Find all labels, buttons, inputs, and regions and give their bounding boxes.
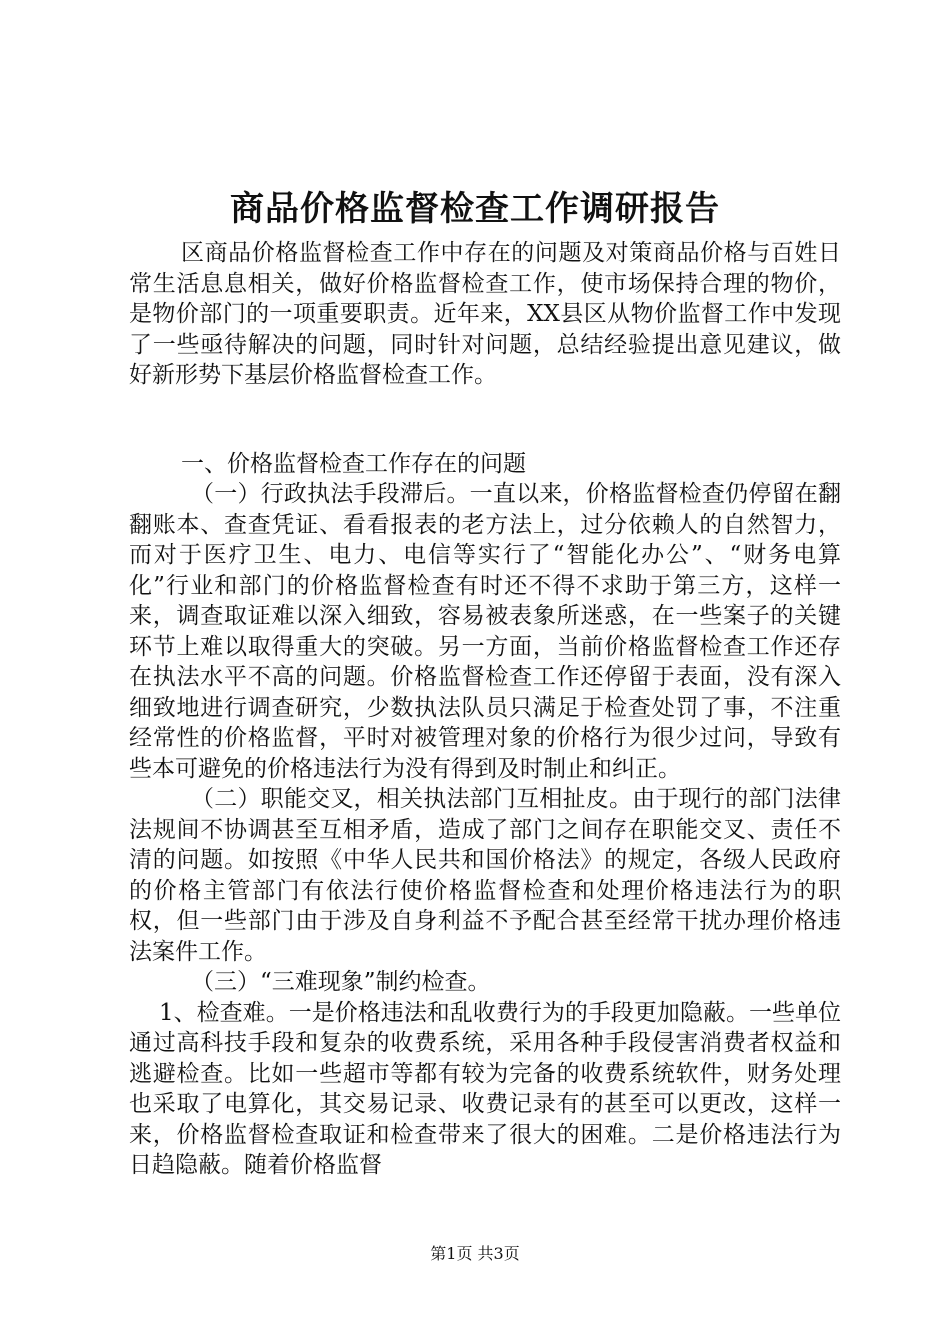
item-paragraph-1: 1、检查难。一是价格违法和乱收费行为的手段更加隐蔽。一些单位通过高科技手段和复杂的收费系统，采用各种手段侵害消费者权益和逃避检查。比如一些超市等都有较为完备的收费系统软件，财务处理也采取了电算化，其交易记录、收费记录有的甚至可以更改，这样一来，价格监督检查取证和检查带来了很大的困难。二是价格违法行为日趋隐蔽。随着价格监督 <box>129 999 841 1178</box>
section-heading: 一、价格监督检查工作存在的问题 <box>181 450 526 477</box>
subsection-heading-3: （三）“三难现象”制约检查。 <box>191 969 491 995</box>
document-title: 商品价格监督检查工作调研报告 <box>230 189 720 229</box>
intro-paragraph: 区商品价格监督检查工作中存在的问题及对策商品价格与百姓日常生活息息相关，做好价格监督检查工作，使市场保持合理的物价，是物价部门的一项重要职责。近年来，XX县区从物价监督工作中发现了一些亟待解决的问题，同时针对问题，总结经验提出意见建议，做好新形势下基层价格监督检查工作。 <box>129 240 841 388</box>
subsection-paragraph-1: （一）行政执法手段滞后。一直以来，价格监督检查仍停留在翻翻账本、查查凭证、看看报表的老方法上，过分依赖人的自然智力，而对于医疗卫生、电力、电信等实行了“智能化办公”、“财务电算化”行业和部门的价格监督检查有时还不得不求助于第三方，这样一来，调查取证难以深入细致，容易被表象所迷惑，在一些案子的关键环节上难以取得重大的突破。另一方面，当前价格监督检查工作还存在执法水平不高的问题。价格监督检查工作还停留于表面，没有深入细致地进行调查研究，少数执法队员只满足于检查处罚了事，不注重经常性的价格监督，平时对被管理对象的价格行为很少过问，导致有些本可避免的价格违法行为没有得到及时制止和纠正。 <box>129 481 841 782</box>
page-number-footer: 第1页 共3页 <box>430 1244 520 1263</box>
subsection-paragraph-2: （二）职能交叉，相关执法部门互相扯皮。由于现行的部门法律法规间不协调甚至互相矛盾，造成了部门之间存在职能交叉、责任不清的问题。如按照《中华人民共和国价格法》的规定，各级人民政府的价格主管部门有依法行使价格监督检查和处理价格违法行为的职权，但一些部门由于涉及自身利益不予配合甚至经常干扰办理价格违法案件工作。 <box>129 786 841 965</box>
paragraph-gap <box>129 391 841 449</box>
document-body <box>129 238 841 1181</box>
